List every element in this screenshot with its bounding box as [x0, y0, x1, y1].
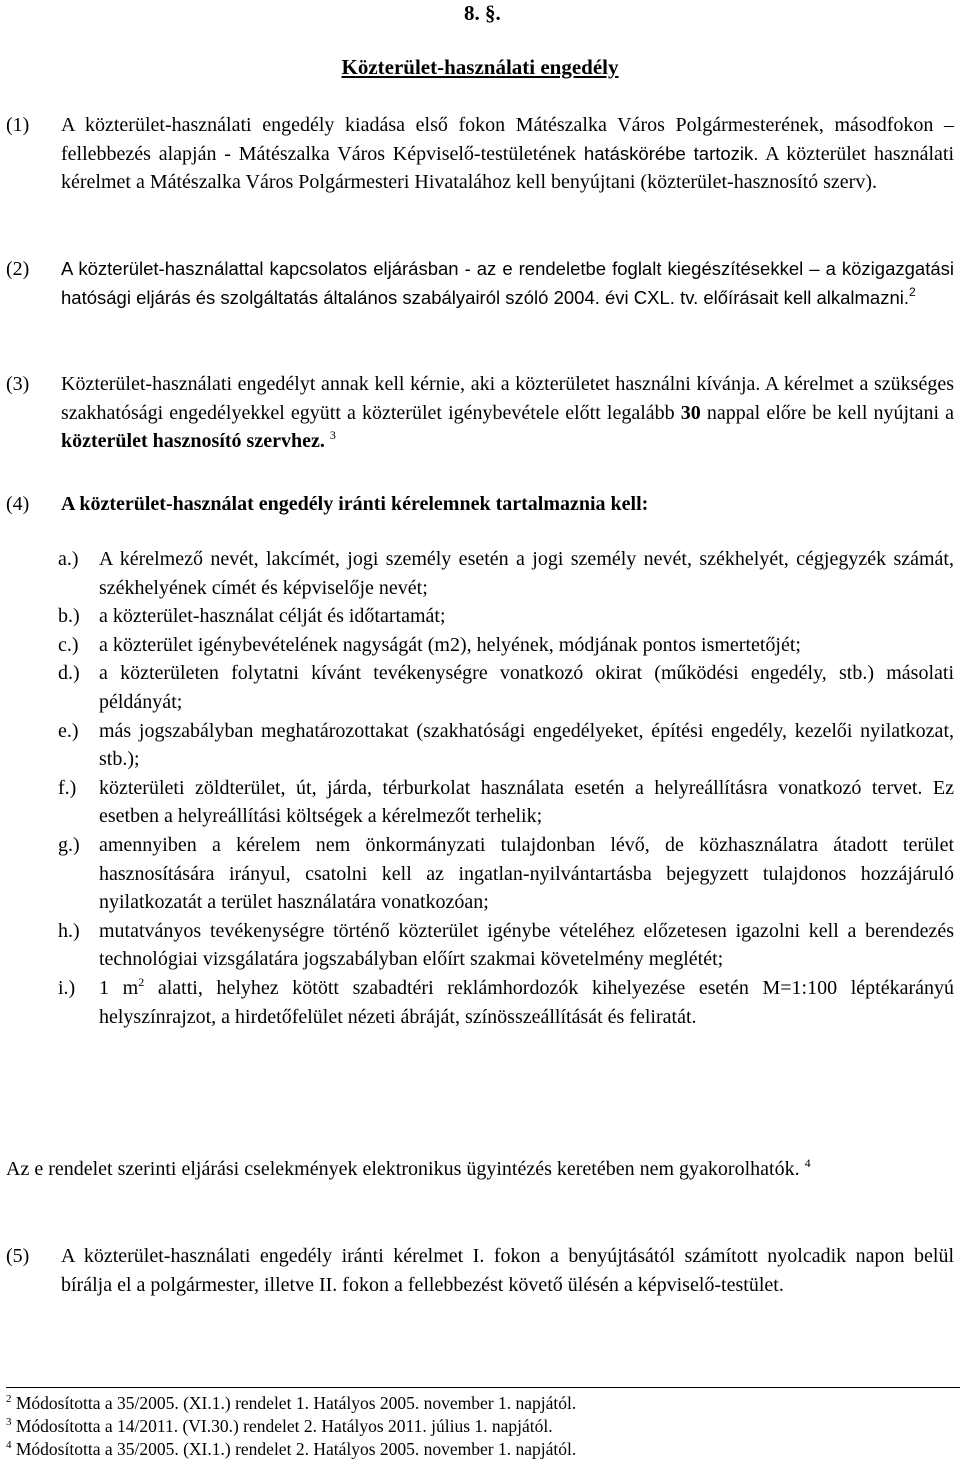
list-item-text-a: 1 m	[99, 976, 139, 999]
list-item	[6, 631, 954, 660]
footnote-ref[interactable]: 4	[804, 1156, 811, 1170]
paragraph-1-text-b: hatáskörébe tartozik.	[583, 142, 759, 164]
footnote-text-b: Hatályos 2005. november 1. napjától.	[308, 1393, 577, 1413]
paragraph-1-text-a: A közterület-használati engedély kiadása első fokon Mátészalka Város Polgármesterének, másodfokon – fellebbezés alapján - Mátészalka Város Képviselő-testületének	[61, 114, 954, 165]
footnotes	[6, 1392, 576, 1461]
list-item-label: g.)	[58, 833, 80, 856]
paragraph-number: (1)	[6, 114, 30, 136]
list-item-text: a közterület-használat célját és időtartamát;	[99, 605, 446, 628]
list-item	[6, 659, 954, 716]
paragraph-1	[6, 111, 954, 197]
list-item-text: a közterületen folytatni kívánt tevékenységre vonatkozó okirat (működési engedély, stb.) másolati példányát;	[99, 662, 954, 713]
list-item	[6, 602, 954, 631]
list-item-text	[99, 974, 954, 1031]
list-item-label: c.)	[58, 633, 79, 656]
footnote-ref[interactable]: 2	[909, 284, 916, 299]
list-item-text: más jogszabályban meghatározottakat (szakhatósági engedélyeket, építési engedély, kezelői nyilatkozat, stb.);	[99, 719, 954, 771]
footnote-text-a: Módosította a 35/2005. (XI.1.) rendelet 2.	[15, 1439, 309, 1459]
list-item-label: h.)	[58, 919, 80, 942]
footnote-divider	[6, 1387, 960, 1388]
footnote-text-b: Hatályos 2005. november 1. napjától.	[308, 1439, 577, 1459]
list-item-label: a.)	[58, 548, 79, 570]
paragraph-number: (2)	[6, 258, 30, 280]
list-item-label: e.)	[58, 719, 79, 742]
footnote-number: 3	[6, 1416, 12, 1428]
list-item-label: d.)	[58, 662, 80, 685]
list-item	[6, 831, 954, 917]
footnote	[6, 1438, 576, 1461]
section-number: 8. §.	[464, 1, 501, 25]
paragraph-3	[6, 370, 954, 456]
paragraph-1-text-c: A közterület használati kérelmet a Mátészalka Város Polgármesteri Hivatalához kell benyújtani (közterület-hasznosító szerv).	[61, 142, 955, 194]
list-item-text: közterületi zöldterület, út, járda, térburkolat használata esetén a helyreállításra vonatkozó tervet. Ez esetben a helyreállítási költségek a kérelmezőt terhelik;	[99, 776, 954, 828]
document-title: Közterület-használati engedély	[341, 55, 619, 79]
footnote-number: 4	[6, 1439, 12, 1451]
paragraph-3-text-a: Közterület-használati engedélyt annak kell kérnie, aki a közterületet használni kívánja. A kérelmet a szükséges szakhatósági engedélyekkel együtt a közterület igénybevétele előtt legalább	[61, 373, 954, 424]
footnote	[6, 1392, 576, 1415]
footnote-ref[interactable]: 3	[329, 428, 336, 443]
paragraph-text: A közterület-használati engedély iránti kérelmet I. fokon a benyújtásától számított nyolcadik napon belül bírálja el a polgármester, illetve II. fokon a fellebbezést követő ülésén a képviselő-testület.	[61, 1245, 954, 1296]
list-item-text: a közterület igénybevételének nagyságát (m2), helyének, módjának pontos ismertetőjét;	[99, 633, 801, 656]
list-item-text-b: alatti, helyhez kötött szabadtéri reklámhordozók kihelyezése esetén M=1:100 léptékarányú helyszínrajzot, a hirdetőfelület nézeti ábráját, színösszeállítását és feliratát.	[99, 976, 955, 1028]
footnote-text-b: Hatályos 2011. július 1. napjától.	[317, 1416, 553, 1436]
list-item	[6, 974, 954, 1031]
paragraph-number: (3)	[6, 373, 30, 395]
list-item	[6, 774, 954, 831]
footnote	[6, 1415, 576, 1438]
list-item-text: A kérelmező nevét, lakcímét, jogi személy esetén a jogi személy nevét, székhelyét, cégjegyzék számát, székhelyének címét és képviselője nevét;	[99, 548, 954, 599]
paragraph-number: (5)	[6, 1245, 30, 1267]
list-item-label: b.)	[58, 605, 80, 628]
list-item	[6, 717, 954, 774]
paragraph-text	[61, 111, 954, 197]
superscript: 2	[138, 974, 145, 989]
footnote-text-a: Módosította a 14/2011. (VI.30.) rendelet 2.	[15, 1416, 318, 1436]
list-item	[6, 917, 954, 974]
list-item-label: f.)	[58, 776, 77, 799]
list-item	[6, 545, 954, 602]
paragraph-5	[6, 1242, 954, 1299]
paragraph-2	[6, 255, 954, 312]
closing-text: Az e rendelet szerinti eljárási cselekmények elektronikus ügyintézés keretében nem gyakorolhatók.	[6, 1158, 800, 1180]
paragraph-2-text: A közterület-használattal kapcsolatos eljárásban - az e rendeletbe foglalt kiegészítésekkel – a közigazgatási hatósági eljárás és szolgáltatás általános szabályairól szóló 2004. évi CXL. tv. előírásait kell alkalmazni.	[61, 258, 954, 308]
paragraph-text	[61, 370, 954, 456]
paragraph-4	[6, 490, 954, 519]
closing-paragraph	[6, 1155, 954, 1184]
list-item-text: amennyiben a kérelem nem önkormányzati tulajdonban lévő, de közhasználatra átadott terület hasznosítására irányul, csatolni kell az ingatlan-nyilvántartásba bejegyzett tulajdonos hozzájáruló nyilatkozatát a terület használatára vonatkozóan;	[99, 833, 954, 914]
requirements-list	[6, 545, 954, 1031]
list-item-text: mutatványos tevékenységre történő közterület igénybe vételéhez előzetesen igazolni kell a berendezés technológiai vizsgálatára jogszabályban előírt szakmai követelmény meglétét;	[99, 919, 954, 971]
days-value: 30	[680, 401, 701, 424]
paragraph-3-text-b: nappal előre be kell nyújtani a	[706, 401, 955, 424]
paragraph-text	[61, 255, 954, 312]
paragraph-number: (4)	[6, 493, 30, 515]
paragraph-4-heading: A közterület-használat engedély iránti kérelemnek tartalmaznia kell:	[61, 493, 649, 515]
list-item-label: i.)	[58, 976, 76, 999]
footnote-number: 2	[6, 1393, 12, 1405]
paragraph-3-bold-text: közterület hasznosító szervhez.	[61, 430, 325, 453]
footnote-text-a: Módosította a 35/2005. (XI.1.) rendelet 1.	[15, 1393, 309, 1413]
